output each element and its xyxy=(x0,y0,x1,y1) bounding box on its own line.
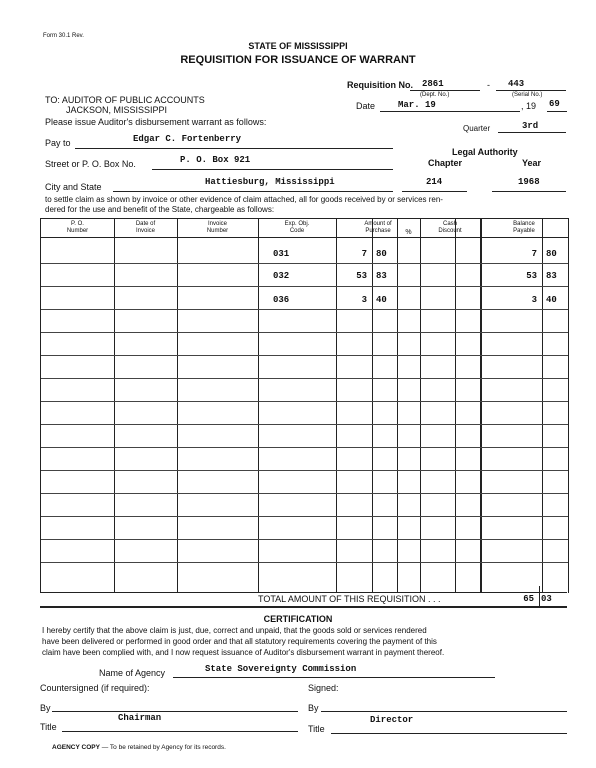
table-row-line xyxy=(41,493,568,494)
date-label: Date xyxy=(356,101,376,111)
row1-code: 031 xyxy=(273,249,290,259)
certification-line-1: I hereby certify that the above claim is just, due, correct and unpaid, that the goods sold or services rendered xyxy=(42,626,427,635)
table-row-line xyxy=(41,401,568,402)
quarter-value: 3rd xyxy=(522,121,539,131)
row1-balance-cents: 80 xyxy=(546,249,557,259)
requisition-dash: - xyxy=(487,80,490,90)
table-row-line xyxy=(41,378,568,379)
city-value: Hattiesburg, Mississippi xyxy=(205,177,335,187)
year-value: 1968 xyxy=(518,177,540,187)
total-label: TOTAL AMOUNT OF THIS REQUISITION . . . xyxy=(258,594,441,604)
dept-caption: (Dept. No.) xyxy=(420,92,450,98)
table-row-line xyxy=(41,263,568,264)
row3-code: 036 xyxy=(273,295,290,305)
row3-amount-cents: 40 xyxy=(376,295,387,305)
total-dollars: 65 xyxy=(523,594,534,604)
legal-authority-label: Legal Authority xyxy=(452,147,518,157)
certification-line-3: claim have been complied with, and I now request issuance of Auditor's disbursement warrant in payment thereof. xyxy=(42,648,445,657)
row2-balance-dollars: 53 xyxy=(526,271,537,281)
certification-line-2: have been delivered or performed in good order and that all statutory requirements covering the payment of this xyxy=(42,637,437,646)
city-label: City and State xyxy=(45,182,102,192)
title-left-value: Chairman xyxy=(118,713,162,723)
row1-amount-cents: 80 xyxy=(376,249,387,259)
table-row-line xyxy=(41,332,568,333)
requisition-label: Requisition No. xyxy=(347,80,413,90)
agency-copy-footer xyxy=(52,744,226,751)
col-amount-of-purchase: Amount of Purchase xyxy=(364,221,392,234)
col-exp-obj-code: Exp. Obj. Code xyxy=(284,221,310,234)
certification-title: CERTIFICATION xyxy=(263,614,333,624)
table-row-line xyxy=(41,539,568,540)
row3-balance-cents: 40 xyxy=(546,295,557,305)
table-row-line xyxy=(41,355,568,356)
requisition-dept-no: 2861 xyxy=(422,79,444,89)
date-sep: , 19 xyxy=(521,101,537,111)
quarter-label: Quarter xyxy=(463,124,491,133)
title-right-label: Title xyxy=(308,724,325,734)
col-invoice-number: Invoice Number xyxy=(206,221,229,234)
title-left-label: Title xyxy=(40,722,57,732)
to-line-2: JACKSON, MISSISSIPPI xyxy=(66,105,168,115)
row2-amount-dollars: 53 xyxy=(356,271,367,281)
chapter-value: 214 xyxy=(426,177,443,187)
by-left-label: By xyxy=(40,703,51,713)
table-row-line xyxy=(41,286,568,287)
pay-to-label: Pay to xyxy=(45,138,71,148)
street-value: P. O. Box 921 xyxy=(180,155,251,165)
date-value: Mar. 19 xyxy=(398,100,436,110)
row1-amount-dollars: 7 xyxy=(361,249,367,259)
table-row-line xyxy=(41,309,568,310)
settle-text-line-2: dered for the use and benefit of the State, chargeable as follows: xyxy=(45,205,275,214)
instruction-text: Please issue Auditor's disbursement warrant as follows: xyxy=(45,117,267,127)
row3-amount-dollars: 3 xyxy=(361,295,367,305)
col-balance-payable: Balance Payable xyxy=(513,221,535,234)
year-label: Year xyxy=(522,158,542,168)
date-year: 69 xyxy=(549,99,560,109)
chapter-label: Chapter xyxy=(428,158,463,168)
form-title: REQUISITION FOR ISSUANCE OF WARRANT xyxy=(180,54,416,66)
title-right-value: Director xyxy=(370,715,414,725)
agency-copy-bold: AGENCY COPY xyxy=(52,744,100,751)
form-number: Form 30.1 Rev. xyxy=(43,33,84,39)
col-po-number: P. O. Number xyxy=(66,221,89,234)
serial-caption: (Serial No.) xyxy=(512,92,543,98)
total-cents: 03 xyxy=(541,594,552,604)
row2-balance-cents: 83 xyxy=(546,271,557,281)
state-heading: STATE OF MISSISSIPPI xyxy=(248,41,348,51)
agency-label: Name of Agency xyxy=(99,668,166,678)
col-percent: % xyxy=(405,229,412,236)
table-row-line xyxy=(41,470,568,471)
table-row-line xyxy=(41,424,568,425)
requisition-serial-no: 443 xyxy=(508,79,525,89)
countersigned-label: Countersigned (if required): xyxy=(40,683,150,693)
table-row-line xyxy=(41,516,568,517)
pay-to-value: Edgar C. Fortenberry xyxy=(133,134,242,144)
col-cash-discount: Cash Discount xyxy=(438,221,462,234)
row2-code: 032 xyxy=(273,271,290,281)
to-line-1: TO: AUDITOR OF PUBLIC ACCOUNTS xyxy=(45,95,205,105)
table-row-line xyxy=(41,562,568,563)
agency-value: State Sovereignty Commission xyxy=(205,664,357,674)
street-label: Street or P. O. Box No. xyxy=(45,159,136,169)
settle-text-line-1: to settle claim as shown by invoice or other evidence of claim attached, all for goods received by or services ren- xyxy=(45,195,443,204)
row3-balance-dollars: 3 xyxy=(531,295,537,305)
table-row-line xyxy=(41,447,568,448)
col-date-of-invoice: Date of Invoice xyxy=(135,221,156,234)
signed-label: Signed: xyxy=(308,683,339,693)
row2-amount-cents: 83 xyxy=(376,271,387,281)
by-right-label: By xyxy=(308,703,319,713)
row1-balance-dollars: 7 xyxy=(531,249,537,259)
agency-copy-rest: — To be retained by Agency for its records. xyxy=(99,744,226,751)
charges-table xyxy=(40,218,569,593)
